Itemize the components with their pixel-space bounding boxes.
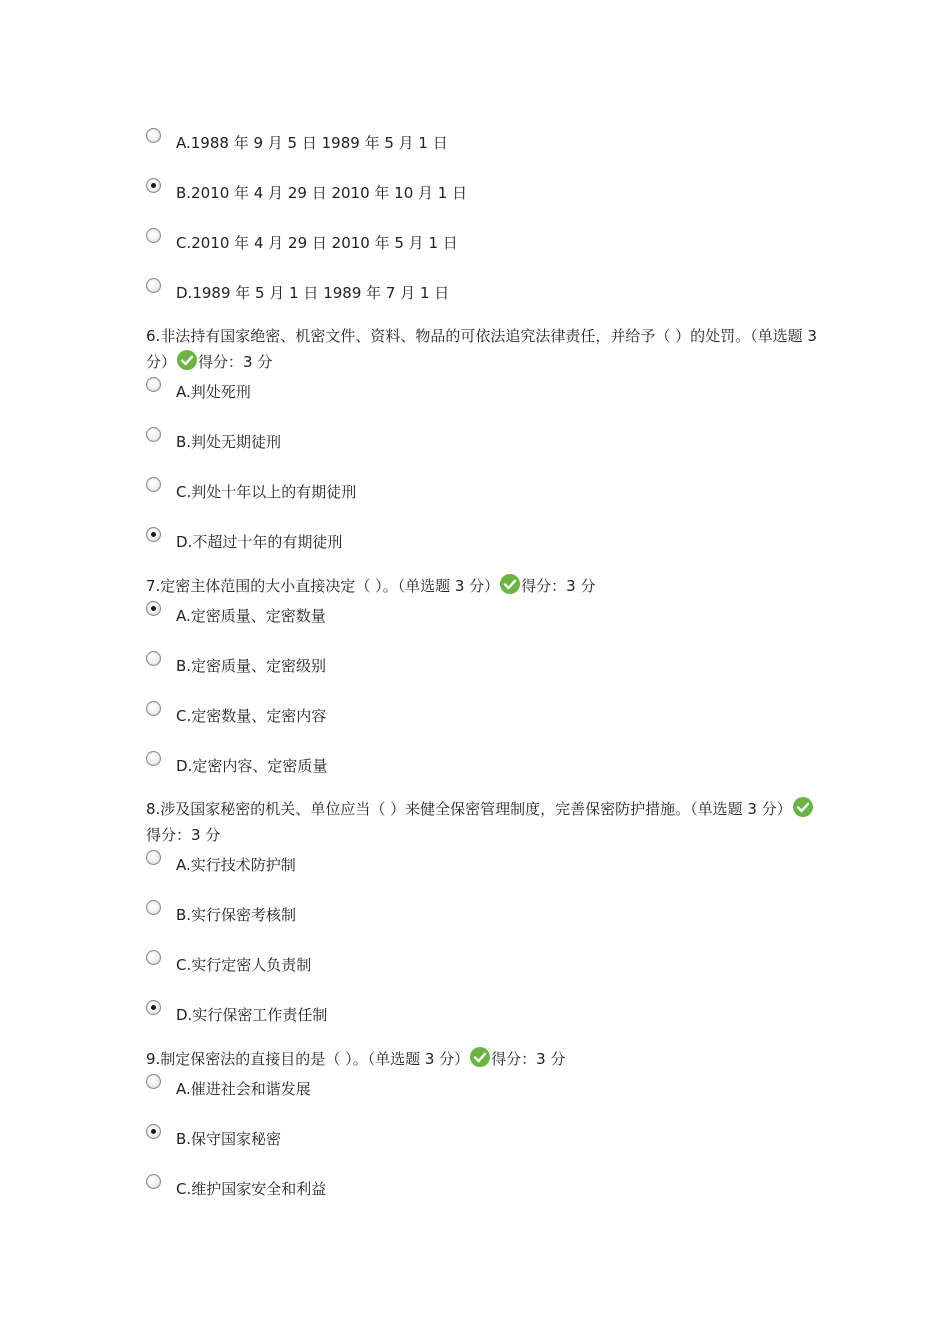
q6-option-a-radio[interactable] xyxy=(146,377,161,392)
q7-option-a-label: A.定密质量、定密数量 xyxy=(176,607,326,625)
q9-stem xyxy=(146,1046,826,1072)
q6-option-c-radio[interactable] xyxy=(146,477,161,492)
check-circle-icon xyxy=(793,797,813,817)
check-circle-icon xyxy=(470,1047,490,1067)
q8-option-c-radio[interactable] xyxy=(146,950,161,965)
q7-option-c-label: C.定密数量、定密内容 xyxy=(176,707,327,725)
q7-option-b-radio[interactable] xyxy=(146,651,161,666)
q8-stem-text: 8.涉及国家秘密的机关、单位应当（ ）来健全保密管理制度，完善保密防护措施。（单选题 3 分） xyxy=(146,800,792,818)
q9-stem-text: 9.制定保密法的直接目的是（ ）。（单选题 3 分） xyxy=(146,1050,470,1068)
q6-option-c-label: C.判处十年以上的有期徒刑 xyxy=(176,483,357,501)
q7-option-b-label: B.定密质量、定密级别 xyxy=(176,657,327,675)
q9-option-b-radio[interactable] xyxy=(146,1124,161,1139)
q8-stem xyxy=(146,796,826,848)
q6-stem-text: 6.非法持有国家绝密、机密文件、资料、物品的可依法追究法律责任，并给予（ ）的处罚。（单选题 3 分） xyxy=(146,327,817,371)
q7-stem-text: 7.定密主体范围的大小直接决定（ ）。（单选题 3 分） xyxy=(146,577,500,595)
q7-stem xyxy=(146,573,826,599)
check-circle-icon xyxy=(500,574,520,594)
q8-option-d-label: D.实行保密工作责任制 xyxy=(176,1006,328,1024)
q7-option-c-radio[interactable] xyxy=(146,701,161,716)
q6-option-d-radio[interactable] xyxy=(146,527,161,542)
q6-stem xyxy=(146,323,826,375)
q6-score: 得分：3 分 xyxy=(198,353,273,371)
q6-option-b-radio[interactable] xyxy=(146,427,161,442)
q5-option-c-radio[interactable] xyxy=(146,228,161,243)
q8-option-a-label: A.实行技术防护制 xyxy=(176,856,296,874)
q7-score: 得分：3 分 xyxy=(521,577,596,595)
q9-option-b-label: B.保守国家秘密 xyxy=(176,1130,282,1148)
q6-option-b-label: B.判处无期徒刑 xyxy=(176,433,282,451)
q9-option-c-radio[interactable] xyxy=(146,1174,161,1189)
q8-option-a-radio[interactable] xyxy=(146,850,161,865)
q8-option-c-label: C.实行定密人负责制 xyxy=(176,956,312,974)
q9-option-c-label: C.维护国家安全和利益 xyxy=(176,1180,327,1198)
q9-option-a-radio[interactable] xyxy=(146,1074,161,1089)
q5-option-b-label: B.2010 年 4 月 29 日 2010 年 10 月 1 日 xyxy=(176,184,468,202)
q7-option-d-radio[interactable] xyxy=(146,751,161,766)
check-circle-icon xyxy=(177,350,197,370)
q5-option-b-radio[interactable] xyxy=(146,178,161,193)
q5-option-a-radio[interactable] xyxy=(146,128,161,143)
q6-option-a-label: A.判处死刑 xyxy=(176,383,251,401)
q7-option-a-radio[interactable] xyxy=(146,601,161,616)
q8-option-b-label: B.实行保密考核制 xyxy=(176,906,297,924)
q5-option-d-label: D.1989 年 5 月 1 日 1989 年 7 月 1 日 xyxy=(176,284,450,302)
q9-score: 得分：3 分 xyxy=(491,1050,566,1068)
q5-option-a-label: A.1988 年 9 月 5 日 1989 年 5 月 1 日 xyxy=(176,134,448,152)
q9-option-a-label: A.催进社会和谐发展 xyxy=(176,1080,311,1098)
q8-option-d-radio[interactable] xyxy=(146,1000,161,1015)
q8-score: 得分：3 分 xyxy=(146,826,221,844)
q5-option-d-radio[interactable] xyxy=(146,278,161,293)
q6-option-d-label: D.不超过十年的有期徒刑 xyxy=(176,533,343,551)
q8-option-b-radio[interactable] xyxy=(146,900,161,915)
q5-option-c-label: C.2010 年 4 月 29 日 2010 年 5 月 1 日 xyxy=(176,234,458,252)
q7-option-d-label: D.定密内容、定密质量 xyxy=(176,757,328,775)
